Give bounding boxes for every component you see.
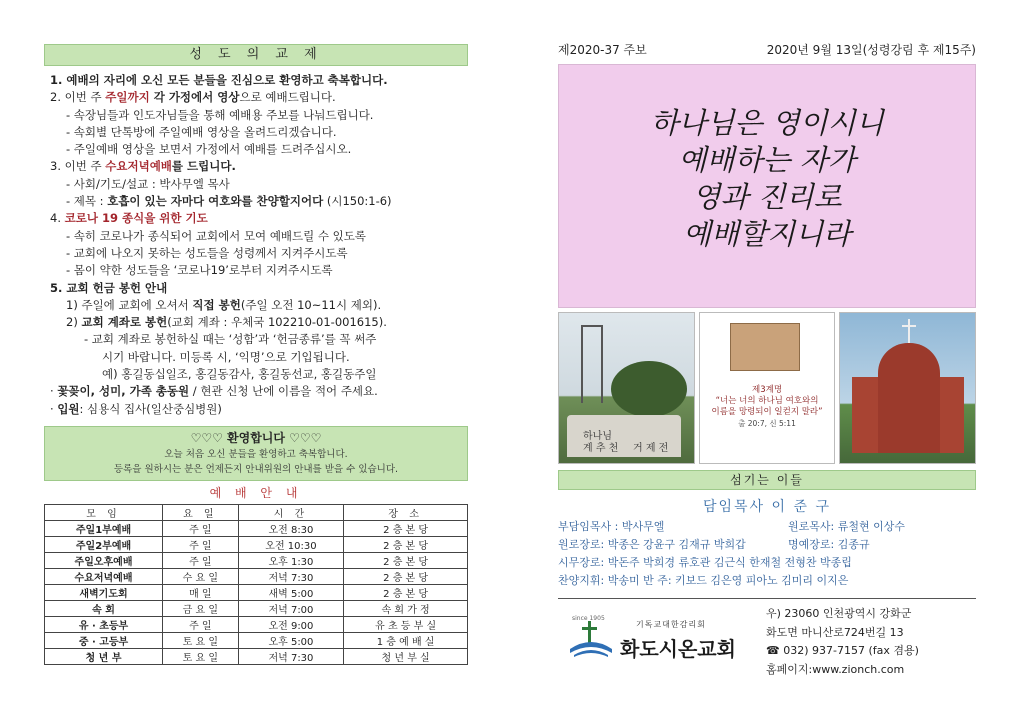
schedule-cell: 1 층 예 배 실 [344, 632, 468, 648]
schedule-cell: 주 일 [163, 552, 239, 568]
service-schedule-table [44, 504, 468, 665]
homepage-line: 홈페이지:www.zionch.com [766, 662, 905, 676]
schedule-cell: 속 회 가 정 [344, 600, 468, 616]
staff-row [558, 518, 976, 536]
schedule-cell: 유 · 초등부 [45, 616, 163, 632]
staff-row [558, 572, 976, 590]
commandment-quote-2: 이름을 망령되이 일컫지 말라” [711, 407, 823, 417]
denomination: 기독교대한감리회 [636, 620, 706, 629]
church-footer [558, 605, 976, 683]
schedule-cell: 오후 5:00 [238, 632, 344, 648]
stone-text-3: 거 제 전 [633, 443, 669, 454]
schedule-cell: 저녁 7:30 [238, 648, 344, 664]
news-item [44, 297, 468, 314]
news-item-pre: · [50, 401, 58, 416]
schedule-cell: 주일오후예배 [45, 552, 163, 568]
schedule-row [45, 584, 468, 600]
schedule-cell: 수요저녁예배 [45, 568, 163, 584]
news-item [44, 262, 468, 279]
schedule-cell: 금 요 일 [163, 600, 239, 616]
news-item-emphasis-2: 각 가정에서 영상 [149, 90, 240, 105]
news-item-post: (주일 오전 10~11시 제외). [240, 297, 382, 312]
news-item-text: - 몸이 약한 성도들을 ‘코로나19’로부터 지켜주시도록 [66, 263, 333, 278]
schedule-row [45, 520, 468, 536]
fellowship-title: 성 도 의 교 제 [44, 44, 468, 66]
senior-pastor: 담임목사 이 준 구 [702, 499, 832, 515]
news-item-text: - 속회별 단톡방에 주일예배 영상을 올려드리겠습니다. [66, 124, 337, 139]
schedule-cell: 저녁 7:30 [238, 568, 344, 584]
news-item-pre: 3. 이번 주 [50, 159, 106, 174]
staff-role: 부담임목사 : 박사무엘 [558, 520, 665, 533]
staff-role: 시무장로: 박돈주 박희경 류호관 김근식 한재철 전형찬 박종립 [558, 556, 852, 569]
news-list [44, 72, 468, 418]
welcome-title: ♡♡♡ 환영합니다 ♡♡♡ [190, 430, 322, 445]
news-item-text: - 교회 계좌로 봉헌하실 때는 ‘성함’과 ‘헌금종류’를 꼭 써주 [84, 332, 377, 347]
news-item-emphasis: 입원 [57, 401, 80, 416]
schedule-cell: 주일2부예배 [45, 536, 163, 552]
church-logo [558, 605, 758, 683]
verse-line: 영과 진리로 [692, 180, 842, 214]
schedule-cell: 토 요 일 [163, 632, 239, 648]
news-item [44, 107, 468, 124]
phone-line: ☎ 032) 937-7157 (fax 겸용) [766, 644, 919, 657]
schedule-cell: 저녁 7:00 [238, 600, 344, 616]
left-page [44, 44, 468, 665]
schedule-cell: 오전 9:00 [238, 616, 344, 632]
schedule-cell: 2 층 본 당 [344, 552, 468, 568]
news-item [44, 158, 468, 175]
news-item-text: - 교회에 나오지 못하는 성도들을 성령께서 지켜주시도록 [66, 245, 348, 260]
church-tower-shape [878, 343, 940, 453]
news-item [44, 245, 468, 262]
schedule-header: 시 간 [238, 504, 344, 520]
stone-text-1: 하나님 [583, 431, 612, 442]
news-item [44, 331, 468, 348]
schedule-row [45, 648, 468, 664]
schedule-cell: 유 초 등 부 실 [344, 616, 468, 632]
news-item-pre: 4. [50, 211, 65, 226]
news-item-post: : 심용식 집사(일산중심병원) [79, 401, 222, 416]
news-item-emphasis: 호흡이 있는 자마다 여호와를 찬양할지어다 [107, 194, 324, 209]
schedule-row [45, 568, 468, 584]
news-item [44, 193, 468, 210]
photo-strip [558, 312, 976, 464]
news-item [44, 401, 468, 418]
news-item-emphasis: 꽃꽂이, 성미, 가족 총동원 [57, 384, 190, 399]
news-item-text: 예) 홍길동십일조, 홍길동감사, 홍길동선교, 홍길동주일 [102, 367, 377, 382]
news-item-pre: 2) [66, 315, 82, 330]
schedule-cell: 속 회 [45, 600, 163, 616]
divider [558, 598, 976, 599]
bulletin-number: 제2020-37 주보 [558, 43, 647, 57]
news-item-text: 시기 바랍니다. 미등록 시, ‘익명’으로 기입됩니다. [102, 349, 350, 364]
schedule-row [45, 632, 468, 648]
commandment-ref: 출 20:7, 신 5:11 [738, 419, 796, 428]
bulletin-date: 2020년 9월 13일(성령강림 후 제15주) [766, 43, 976, 57]
news-item-post: 으로 예배드립니다. [239, 90, 336, 105]
news-item [44, 176, 468, 193]
church-logo-icon [568, 619, 614, 659]
staff-role: 찬양지휘: 박송미 반 주: 키보드 김은영 피아노 김미리 이지은 [558, 574, 849, 587]
staff-role-2: 명예장로: 김종규 [788, 538, 870, 551]
news-item-emphasis: 수요저녁예배 [105, 159, 172, 174]
address-line-2: 화도면 마니산로724번길 13 [766, 625, 904, 639]
schedule-cell: 2 층 본 당 [344, 568, 468, 584]
news-item [44, 210, 468, 227]
schedule-cell: 2 층 본 당 [344, 584, 468, 600]
schedule-cell: 오전 8:30 [238, 520, 344, 536]
news-item-post: (시150:1-6) [323, 194, 392, 209]
news-item [44, 366, 468, 383]
schedule-cell: 주 일 [163, 520, 239, 536]
stone-bible-monument [567, 415, 681, 457]
news-item-text: 5. 교회 헌금 봉헌 안내 [50, 280, 168, 295]
stone-text-2: 계 추 천 [583, 443, 619, 454]
news-item-text: - 사회/기도/설교 : 박사무엘 목사 [66, 176, 230, 191]
church-building-photo [839, 312, 976, 464]
news-item [44, 314, 468, 331]
schedule-row [45, 600, 468, 616]
schedule-cell: 청 년 부 실 [344, 648, 468, 664]
welcome-box [44, 426, 468, 481]
news-item-emphasis: 직접 봉헌 [192, 297, 241, 312]
stone-tablet-image [730, 323, 800, 371]
schedule-cell: 주 일 [163, 616, 239, 632]
servants-title: 섬기는 이들 [558, 470, 976, 490]
schedule-cell: 토 요 일 [163, 648, 239, 664]
cross-icon [908, 319, 910, 343]
address-line-1: 우) 23060 인천광역시 강화군 [766, 607, 912, 620]
staff-row [558, 554, 976, 572]
church-address [758, 605, 976, 683]
verse-line: 예배하는 자가 [678, 143, 856, 177]
schedule-cell: 새벽기도회 [45, 584, 163, 600]
news-item-text: 1. 예배의 자리에 오신 모든 분들을 진심으로 환영하고 축복합니다. [50, 73, 388, 87]
schedule-cell: 새벽 5:00 [238, 584, 344, 600]
news-item-text: - 속장님들과 인도자님들을 통해 예배용 주보를 나눠드립니다. [66, 107, 374, 122]
schedule-header: 장 소 [344, 504, 468, 520]
commandment-label: 제3계명 [751, 385, 783, 395]
tree-shape [611, 361, 687, 417]
verse-line: 예배할지니라 [682, 217, 852, 251]
schedule-row [45, 552, 468, 568]
news-item-text: - 주일예배 영상을 보면서 가정에서 예배를 드려주십시오. [66, 142, 352, 157]
news-item-emphasis: 교회 계좌로 봉헌 [81, 315, 168, 330]
schedule-cell: 매 일 [163, 584, 239, 600]
bell-tower-photo [558, 312, 695, 464]
news-item-post: (교회 계좌 : 우체국 102210-01-001615). [167, 315, 387, 330]
staff-role: 원로장로: 박종은 강윤구 김재규 박희갑 [558, 538, 746, 551]
news-item [44, 72, 468, 89]
news-item-post: / 현관 신청 난에 이름을 적어 주세요. [189, 384, 378, 399]
schedule-cell: 주 일 [163, 536, 239, 552]
service-schedule-title: 예 배 안 내 [209, 485, 303, 500]
verse-text [559, 105, 975, 253]
news-item-pre: 1) 주일에 교회에 오셔서 [66, 297, 193, 312]
welcome-line-2: 등록을 원하시는 분은 언제든지 안내위원의 안내를 받을 수 있습니다. [113, 463, 399, 475]
news-item-pre: · [50, 384, 58, 399]
schedule-cell: 오전 10:30 [238, 536, 344, 552]
welcome-line-1: 오늘 처음 오신 분들을 환영하고 축복합니다. [164, 448, 348, 460]
news-item-pre: 2. 이번 주 [50, 90, 106, 105]
news-item [44, 349, 468, 366]
logo-since: since 1905 [572, 615, 605, 622]
news-item [44, 141, 468, 158]
news-item-emphasis-2: 를 드립니다. [171, 159, 236, 174]
staff-row [558, 536, 976, 554]
schedule-cell: 청 년 부 [45, 648, 163, 664]
schedule-cell: 오후 1:30 [238, 552, 344, 568]
news-item [44, 89, 468, 106]
bell-tower-shape [581, 325, 603, 403]
schedule-cell: 중 · 고등부 [45, 632, 163, 648]
news-item [44, 280, 468, 297]
schedule-row [45, 536, 468, 552]
news-item [44, 383, 468, 400]
commandment-quote-1: “너는 너의 하나님 여호와의 [715, 396, 819, 406]
news-item-emphasis: 주일까지 [105, 90, 150, 105]
news-item [44, 228, 468, 245]
schedule-header: 요 일 [163, 504, 239, 520]
news-item-emphasis: 코로나 19 종식을 위한 기도 [64, 211, 208, 226]
church-name: 화도시온교회 [620, 637, 736, 661]
staff-list [558, 518, 976, 590]
schedule-cell: 수 요 일 [163, 568, 239, 584]
schedule-row [45, 616, 468, 632]
commandment-caption [700, 385, 835, 429]
verse-line: 하나님은 영이시니 [650, 106, 884, 140]
news-item-pre: - 제목 : [66, 194, 108, 209]
staff-role-2: 원로목사: 류철현 이상수 [788, 520, 905, 533]
verse-calligraphy-banner [558, 64, 976, 308]
schedule-cell: 주일1부예배 [45, 520, 163, 536]
schedule-cell: 2 층 본 당 [344, 536, 468, 552]
commandment-photo [699, 312, 836, 464]
right-page [558, 40, 976, 683]
news-item-text: - 속히 코로나가 종식되어 교회에서 모여 예배드릴 수 있도록 [66, 228, 367, 243]
schedule-cell: 2 층 본 당 [344, 520, 468, 536]
bulletin-header [558, 40, 976, 60]
schedule-header: 모 임 [45, 504, 163, 520]
news-item [44, 124, 468, 141]
